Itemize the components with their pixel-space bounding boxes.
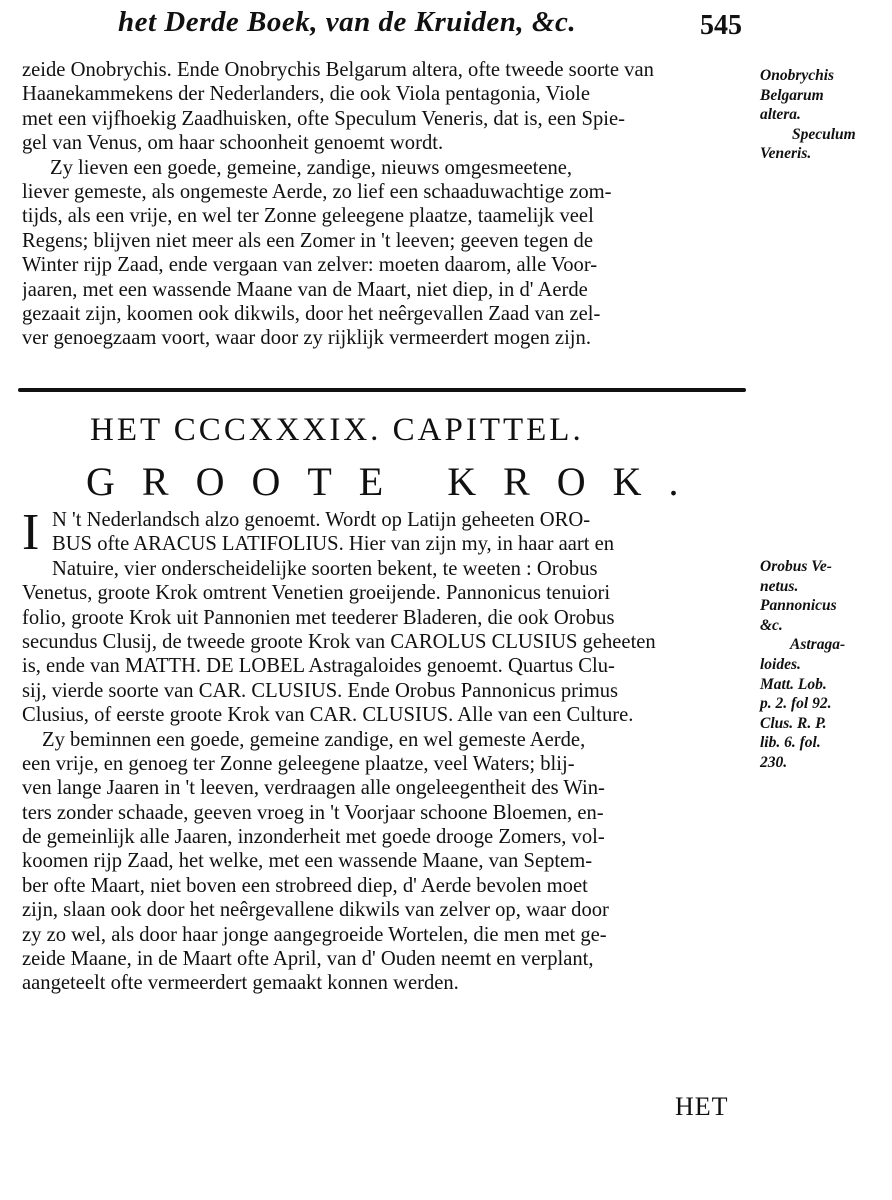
margin-note: Speculum [792, 125, 856, 143]
margin-note: Pannonicus [760, 597, 837, 615]
text-line: met een vijfhoekig Zaadhuisken, ofte Speculum Veneris, dat is, een Spie- [22, 107, 625, 130]
margin-note: Clus. R. P. [760, 714, 827, 732]
text-line: Regens; blijven niet meer als een Zomer in 't leeven; geeven tegen de [22, 229, 593, 252]
text-line: Winter rijp Zaad, ende vergaan van zelver: moeten daarom, alle Voor- [22, 254, 598, 277]
margin-note: Matt. Lob. [760, 675, 827, 693]
text-line: Natuire, vier onderscheidelijke soorten bekent, te weeten : Orobus [52, 557, 598, 580]
drop-cap: I [22, 504, 40, 561]
text-line: secundus Clusij, de tweede groote Krok van CAROLUS CLUSIUS geheeten [22, 630, 656, 653]
text-line: koomen rijp Zaad, het welke, met een wassende Maane, van Septem- [22, 850, 593, 873]
chapter-title: GROOTE KROK. [86, 459, 706, 504]
margin-note: Astraga- [790, 636, 846, 654]
text-line: liever gemeste, als ongemeste Aerde, zo lief een schaaduwachtige zom- [22, 180, 612, 203]
text-line: Zy beminnen een goede, gemeine zandige, en wel gemeste Aerde, [42, 728, 586, 751]
margin-note: netus. [760, 577, 799, 595]
margin-note: &c. [760, 616, 783, 634]
text-line: zeide Onobrychis. Ende Onobrychis Belgarum altera, ofte tweede soorte van [22, 59, 654, 81]
text-line: jaaren, met een wassende Maane van de Maart, niet diep, in d' Aerde [22, 278, 588, 301]
chapter-heading: HET CCCXXXIX. CAPITTEL. [90, 412, 584, 448]
margin-note: loides. [760, 655, 801, 673]
margin-note: Onobrychis [760, 67, 835, 84]
page-number: 545 [700, 10, 742, 41]
margin-note: p. 2. fol 92. [760, 695, 832, 713]
text-line: Venetus, groote Krok omtrent Venetien groeijende. Pannonicus tenuiori [22, 582, 611, 605]
text-line: een vrije, en genoeg ter Zonne geleegene plaatze, veel Waters; blij- [22, 752, 575, 775]
margin-note: altera. [760, 106, 801, 124]
section2-text [22, 504, 754, 996]
text-line: N 't Nederlandsch alzo genoemt. Wordt op Latijn geheeten ORO- [52, 509, 591, 531]
margin-note: Orobus Ve- [760, 558, 832, 575]
section1-text [22, 58, 754, 351]
section-divider [18, 388, 746, 392]
catchword: HET [675, 1092, 729, 1121]
text-line: sij, vierde soorte van CAR. CLUSIUS. Ende Orobus Pannonicus primus [22, 679, 619, 702]
running-title: het Derde Boek, van de Kruiden, &c. [118, 6, 577, 38]
text-line: ters zonder schaade, geeven vroeg in 't Voorjaar schoone Bloemen, en- [22, 801, 604, 824]
text-line: Clusius, of eerste groote Krok van CAR. CLUSIUS. Alle van een Culture. [22, 704, 634, 727]
text-line: ver genoegzaam voort, waar door zy rijklijk vermeerdert mogen zijn. [22, 327, 591, 350]
text-line: gezaait zijn, koomen ook dikwils, door het neêrgevallen Zaad van zel- [22, 302, 601, 325]
text-line: gel van Venus, om haar schoonheit genoemt wordt. [22, 132, 444, 155]
section1-margin-notes [760, 66, 888, 164]
margin-note: 230. [760, 753, 788, 771]
text-line: tijds, als een vrije, en wel ter Zonne geleegene plaatze, taamelijk veel [22, 205, 594, 228]
text-line: Haanekammekens der Nederlanders, die ook Viola pentagonia, Viole [22, 83, 591, 106]
margin-note: lib. 6. fol. [760, 734, 821, 752]
text-line: de gemeinlijk alle Jaaren, inzonderheit met goede drooge Zomers, vol- [22, 826, 605, 849]
text-line: ber ofte Maart, niet boven een strobreed diep, d' Aerde bevolen moet [22, 874, 588, 897]
margin-note: Belgarum [760, 86, 824, 104]
text-line: is, ende van MATTH. DE LOBEL Astragaloides genoemt. Quartus Clu- [22, 655, 615, 678]
text-line: Zy lieven een goede, gemeine, zandige, nieuws omgesmeetene, [50, 156, 573, 179]
margin-note: Veneris. [760, 145, 812, 163]
text-line: aangeteelt ofte vermeerdert gemaakt konnen werden. [22, 972, 459, 995]
text-line: BUS ofte ARACUS LATIFOLIUS. Hier van zijn my, in haar aart en [52, 533, 615, 556]
text-line: ven lange Jaaren in 't leeven, verdraagen alle ongeleegentheit des Win- [22, 777, 605, 800]
text-line: zeide Maane, in de Maart ofte April, van d' Ouden neemt en verplant, [22, 948, 594, 971]
section2-margin-notes [760, 557, 888, 773]
text-line: zijn, slaan ook door het neêrgevallene dikwils van zelver op, waar door [22, 899, 609, 922]
text-line: folio, groote Krok uit Pannonien met teederer Bladeren, die ook Orobus [22, 606, 615, 629]
text-line: zy zo wel, als door haar jonge aangegroeide Wortelen, die men met ge- [22, 923, 607, 946]
